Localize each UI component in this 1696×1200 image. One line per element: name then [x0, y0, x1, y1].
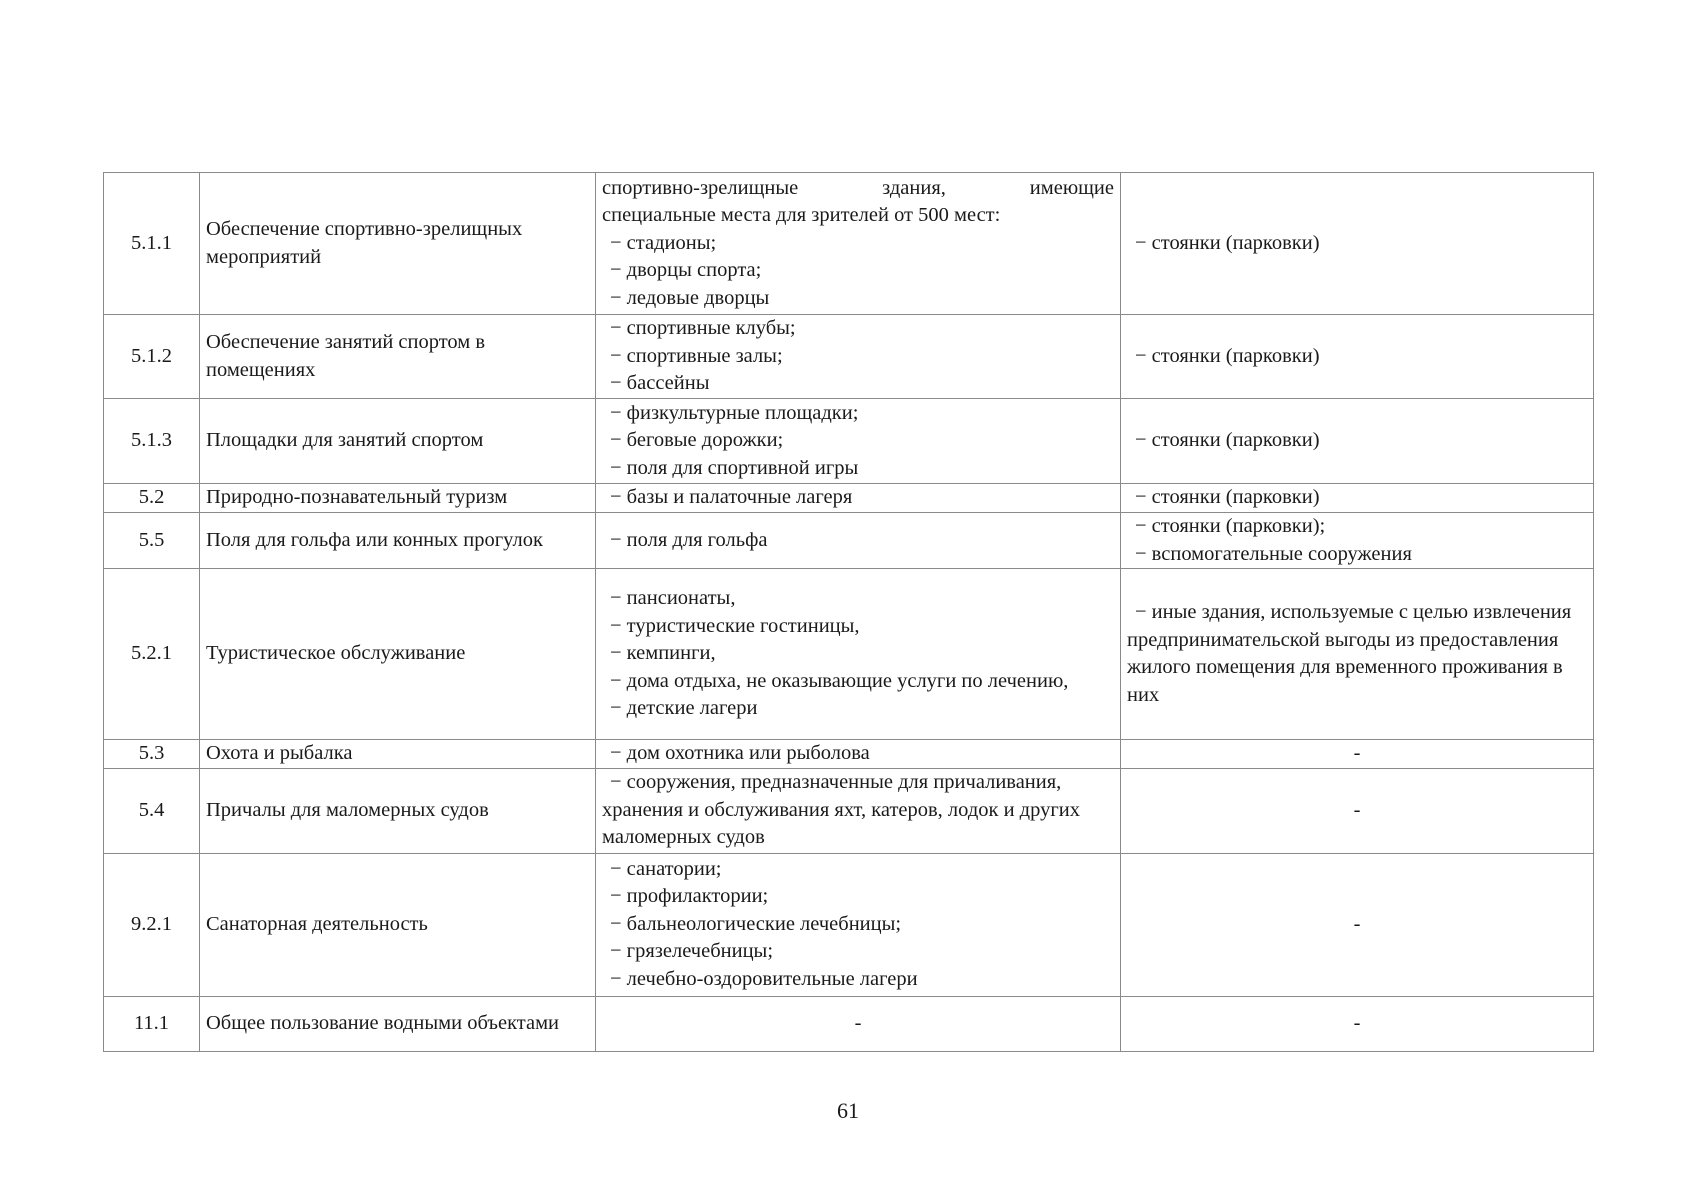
- list-item: − спортивные залы;: [610, 344, 783, 367]
- row-name: Обеспечение спортивно-зрелищных мероприятий: [200, 173, 596, 315]
- list-item: − лечебно-оздоровительные лагери: [610, 967, 918, 990]
- list-item: − стоянки (парковки): [1135, 231, 1320, 254]
- table-row: [104, 569, 1594, 740]
- row-main-objects: [596, 768, 1121, 853]
- list-item: − физкультурные площадки;: [610, 401, 859, 424]
- row-name: Охота и рыбалка: [200, 740, 596, 769]
- intro-line: спортивно-зрелищные здания, имеющие: [602, 176, 1114, 199]
- row-main-objects: [596, 399, 1121, 484]
- list-item: − сооружения, предназначенные для причаливания, хранения и обслуживания яхт, катеров, лодок и других маломерных судов: [602, 771, 1080, 849]
- list-item: − дом охотника или рыболова: [610, 742, 870, 764]
- row-main-objects: [596, 173, 1121, 315]
- list-item: − спортивные клубы;: [610, 317, 796, 340]
- row-code: 9.2.1: [104, 853, 200, 996]
- table-row: [104, 173, 1594, 315]
- row-name: Причалы для маломерных судов: [200, 768, 596, 853]
- row-code: 11.1: [104, 996, 200, 1051]
- table-row: [104, 740, 1594, 769]
- list-item: − поля для спортивной игры: [610, 456, 859, 479]
- row-main-objects: [596, 569, 1121, 740]
- list-item: − стадионы;: [610, 231, 717, 254]
- table-row: [104, 768, 1594, 853]
- list-item: − пансионаты,: [610, 587, 736, 610]
- list-item: − стоянки (парковки): [1135, 486, 1320, 509]
- list-item: − бассейны: [610, 372, 710, 395]
- permitted-use-table: [103, 172, 1594, 1052]
- row-aux-objects: [1121, 569, 1594, 740]
- list-item: − детские лагери: [610, 697, 758, 720]
- row-code: 5.2: [104, 484, 200, 513]
- list-item: − стоянки (парковки);: [1135, 515, 1326, 537]
- row-aux-objects: [1121, 513, 1594, 569]
- table-row: [104, 484, 1594, 513]
- row-aux-objects: [1121, 173, 1594, 315]
- list-item: − туристические гостиницы,: [610, 614, 860, 637]
- row-aux-objects: [1121, 399, 1594, 484]
- list-item: − вспомогательные сооружения: [1135, 542, 1412, 565]
- row-code: 5.1.2: [104, 315, 200, 399]
- list-item: − профилактории;: [610, 885, 769, 908]
- list-item: − кемпинги,: [610, 642, 716, 665]
- row-name: Поля для гольфа или конных прогулок: [200, 513, 596, 569]
- list-item: − санатории;: [610, 857, 722, 880]
- row-name: Туристическое обслуживание: [200, 569, 596, 740]
- list-item: − бальнеологические лечебницы;: [610, 912, 902, 935]
- row-code: 5.4: [104, 768, 200, 853]
- row-aux-objects: [1121, 484, 1594, 513]
- list-item: − базы и палаточные лагеря: [610, 486, 853, 509]
- row-aux-objects: -: [1121, 768, 1594, 853]
- list-item: − иные здания, используемые с целью извлечения предпринимательской выгоды из предоставления жилого помещения для временного проживания в них: [1127, 601, 1572, 706]
- row-main-objects: [596, 484, 1121, 513]
- row-code: 5.1.1: [104, 173, 200, 315]
- row-name: Общее пользование водными объектами: [200, 996, 596, 1051]
- row-name: Санаторная деятельность: [200, 853, 596, 996]
- page-number: 61: [837, 1098, 859, 1123]
- list-item: − дома отдыха, не оказывающие услуги по лечению,: [610, 669, 1069, 692]
- row-name: Площадки для занятий спортом: [200, 399, 596, 484]
- list-item: − стоянки (парковки): [1135, 344, 1320, 367]
- list-item: − поля для гольфа: [610, 528, 768, 551]
- row-main-objects: -: [596, 996, 1121, 1051]
- row-aux-objects: -: [1121, 853, 1594, 996]
- row-main-objects: [596, 740, 1121, 769]
- row-code: 5.3: [104, 740, 200, 769]
- table-row: [104, 853, 1594, 996]
- list-item: − ледовые дворцы: [610, 286, 770, 309]
- table-row: [104, 315, 1594, 399]
- row-code: 5.1.3: [104, 399, 200, 484]
- row-code: 5.5: [104, 513, 200, 569]
- table-row: [104, 399, 1594, 484]
- row-name: Обеспечение занятий спортом в помещениях: [200, 315, 596, 399]
- row-aux-objects: -: [1121, 740, 1594, 769]
- table-row: [104, 513, 1594, 569]
- table-row: [104, 996, 1594, 1051]
- row-name: Природно-познавательный туризм: [200, 484, 596, 513]
- row-main-objects: [596, 513, 1121, 569]
- list-item: − стоянки (парковки): [1135, 429, 1320, 452]
- row-aux-objects: [1121, 315, 1594, 399]
- row-aux-objects: -: [1121, 996, 1594, 1051]
- list-item: − грязелечебницы;: [610, 940, 774, 963]
- list-item: − дворцы спорта;: [610, 259, 762, 282]
- list-item: − беговые дорожки;: [610, 429, 784, 452]
- row-main-objects: [596, 315, 1121, 399]
- row-main-objects: [596, 853, 1121, 996]
- intro-line: специальные места для зрителей от 500 мест:: [602, 204, 1001, 227]
- row-code: 5.2.1: [104, 569, 200, 740]
